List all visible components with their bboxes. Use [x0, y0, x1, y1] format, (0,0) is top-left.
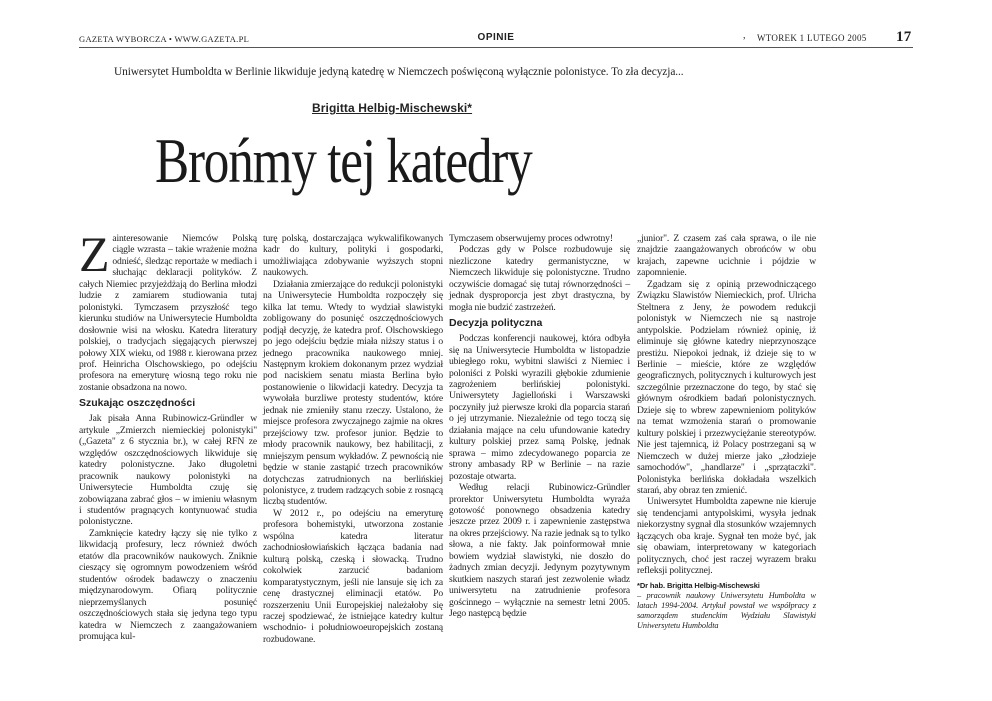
author-note-name: *Dr hab. Brigitta Helbig-Mischewski: [637, 580, 760, 590]
subheading: Decyzja polityczna: [449, 317, 543, 330]
paragraph: Uniwersytet Humboldta zapewne nie kieruje się tendencjami antypolskimi, wysyła jednak niekorzystny sygnał dla stosunków wzajemnych łączących oba kraje. Sygnał ten może być, jak się obawiam, interpretowany w kategoriach politycznych, choć jest raczej wyrazem braku refleksji politycznej.: [637, 496, 816, 577]
subheading: Szukając oszczędności: [79, 397, 196, 410]
paragraph: Podczas konferencji naukowej, która odbyła się na Uniwersytecie Humboldta w listopadzie ubiegłego roku, wybitni slawiści z Niemiec i poloniści z Polski wyrazili głębokie zdumienie zagrożeniem berlińskiej polonistyki. Uniwersytety Jagielloński i Warszawski poczyniły już pierwsze kroki dla poparcia starań o jej utrzymanie. Niezależnie od tego toczą się działania mające na celu ufundowanie katedry kultury polskiej przez samą Polskę, jednak sprawa – mimo zdecydowanego poparcia ze strony ambasady RP w Berlinie – na razie pozostaje otwarta.: [449, 333, 630, 482]
paragraph: Tymczasem obserwujemy proces odwrotny!: [449, 233, 613, 244]
paragraph: „junior". Z czasem zaś cała sprawa, o ile nie znajdzie zaangażowanych obrońców w obu krajach, zapewne ucichnie i pójdzie w zapomnienie.: [637, 233, 816, 279]
paragraph-text: ainteresowanie Niemców Polską ciągle wzrasta – takie wrażenie można odnieść, śledząc reportaże w mediach i słuchając deklaracji polityków. Z całych Niemiec przyjeżdżają do Berlina młodzi ludzie z zamiarem studiowania tutaj polonistyki. Tymczasem przyszłość tego kierunku studiów na Uniwersytecie Humboldta dosłownie wisi na włosku. Katedra literatury polskiej, o tradycjach sięgających pierwszej połowy XIX wieku, od 1988 r. kierowana przez prof. Heinricha Olschowskiego, po odejściu profesora na emeryturę wiosną tego roku nie zostanie obsadzona na nowo.: [79, 233, 257, 393]
paragraph: W 2012 r., po odejściu na emeryturę profesora bohemistyki, utworzona zostanie wspólna katedra literatur zachodniosłowiańskich łącząca badania nad kulturą polską, czeską i słowacką. Trudno cokolwiek zarzucić badaniom komparatystycznym, jeśli nie lansuje się ich za cenę drastycznej eliminacji etatów. Po rozszerzeniu Unii Europejskiej należałoby się raczej spodziewać, że istniejące katedry kultur wschodnio- i południowoeuropejskich zostaną rozbudowane.: [263, 507, 443, 645]
article-lead: Uniwersytet Humboldta w Berlinie likwiduje jedyną katedrę w Niemczech poświęconą wyłącznie polonistyce. To zła decyzja...: [114, 66, 684, 78]
drop-cap: Z: [79, 226, 110, 282]
paragraph: [79, 226, 257, 393]
issue-date: WTOREK 1 LUTEGO 2005: [757, 33, 867, 43]
paragraph: Zgadzam się z opinią przewodniczącego Związku Slawistów Niemieckich, prof. Ulricha Steltnera z Jeny, że powodem redukcji polonistyk w Niemczech nie są nastroje antypolskie. Podzielam również opinię, iż eliminuje się główne katedry nieprzynoszące prestiżu. Niepokoi jednak, iż dzieje się to w Berlinie – mieście, które ze względów geograficznych, politycznych i kulturowych jest szczególnie przeznaczone do tego, by stać się głównym ośrodkiem badań polonistycznych. Dzieje się to wbrew zapewnieniom polityków na temat wzmożenia starań o promowanie kultury polskiej i przezwyciężanie stereotypów. Nie jest tajemnicą, iż Polacy postrzegani są w Niemczech w dużej mierze jako „złodzieje samochodów", „handlarze" i „sprzątaczki". Polonistyka berlińska dokładała wszelkich starań, aby obraz ten zmienić.: [637, 278, 816, 496]
article-headline: Brońmy tej katedry: [155, 125, 532, 196]
section-name: OPINIE: [477, 32, 515, 43]
paragraph: Według relacji Rubinowicz-Gründler prorektor Uniwersytetu Humboldta wyraża gotowość ponownego obsadzenia katedry jeszcze przez 2009 r. i zapewnienie zastępstwa na okres przejściowy. Na razie jednak są to tylko słowa, a nie fakty. Jak poinformował mnie bowiem wydział slawistyki, nie doszło do żadnych zmian decyzji. Jedynym pozytywnym skutkiem naszych starań jest zezwolenie władz uniwersytetu na zatrudnienie profesora gościnnego – wyłącznie na semestr letni 2005. Jego następcą będzie: [449, 482, 630, 620]
text-column-1: [79, 226, 257, 642]
page-number: 17: [896, 29, 912, 45]
author-note-text: – pracownik naukowy Uniwersytetu Humboldta w latach 1994-2004. Artykuł powstał we współpracy z samorządem studenckim Wydziału Slawistyki Uniwersytetu Humboldta: [637, 590, 816, 630]
text-column-3: [449, 233, 630, 620]
paragraph: Jak pisała Anna Rubinowicz-Gründler w artykule „Zmierzch niemieckiej polonistyki" („Gazeta" z 6 stycznia br.), w całej RFN ze względów oszczędnościowych likwiduje się katedry polonistyczne. Jako długoletni pracownik naukowy polonistyki na Uniwersytecie Humboldta czuję się zobowiązana zabrać głos – w imieniu własnym i studentów pragnących kontynuować studia polonistyczne.: [79, 413, 257, 528]
masthead-left: GAZETA WYBORCZA • WWW.GAZETA.PL: [79, 34, 250, 44]
author-name: Brigitta Helbig-Mischewski*: [312, 101, 473, 115]
header-rule: [79, 47, 913, 48]
paragraph: turę polską, dostarczająca wykwalifikowanych kadr do kultury, polityki i gospodarki, umożliwiająca zdobywanie wyższych stopni naukowych.: [263, 233, 443, 279]
author-note: [637, 581, 816, 631]
paragraph: Zamknięcie katedry łączy się nie tylko z likwidacją profesury, lecz również dwóch etatów dla pracowników naukowych. Zniknie cieszący się ogromnym powodzeniem wśród studentów ośrodek badawczy o znaczeniu międzynarodowym. Ofiarą politycznie nieprzemyślanych posunięć oszczędnościowych stała się jedyna tego typu katedra w Niemczech z zaangażowaniem promująca kul-: [79, 527, 257, 642]
text-column-4: [637, 233, 816, 631]
paragraph: Podczas gdy w Polsce rozbudowuje się niezliczone katedry germanistyczne, w Niemczech likwiduje się polonistyczne. Trudno oczywiście domagać się tutaj równorzędności – jednak dysproporcja jest zbyt drastyczna, by mogła nie budzić zastrzeżeń.: [449, 244, 630, 313]
corner-mark-icon: ,: [743, 30, 746, 41]
text-column-2: [263, 233, 443, 645]
author-byline: [312, 101, 472, 115]
paragraph: Działania zmierzające do redukcji polonistyki na Uniwersytecie Humboldta rozpoczęły się kilka lat temu. Wtedy to wydział slawistyki zobligowany do posunięć oszczędnościowych podjął decyzję, że katedra prof. Olschowskiego po jego odejściu będzie miała niższy status i o jednego pracownika naukowego mniej. Następnym krokiem dokonanym przez wydział pod naciskiem senatu miasta Berlina było postanowienie o likwidacji katedry. Decyzja ta wywołała burzliwe protesty studentów, które jednak nie zmieniły stanu rzeczy. Ustalono, że miejsce profesora zwyczajnego zajmie na okres przejściowy tzw. profesor junior. Będzie to młody pracownik naukowy, bez habilitacji, z mniejszym pensum wykładów. Z pewnością nie będzie w stanie zastąpić trzech pracowników dotychczas zatrudnionych na berlińskiej polonistyce, z trudem radzących sobie z rosnącą liczbą studentów.: [263, 278, 443, 508]
